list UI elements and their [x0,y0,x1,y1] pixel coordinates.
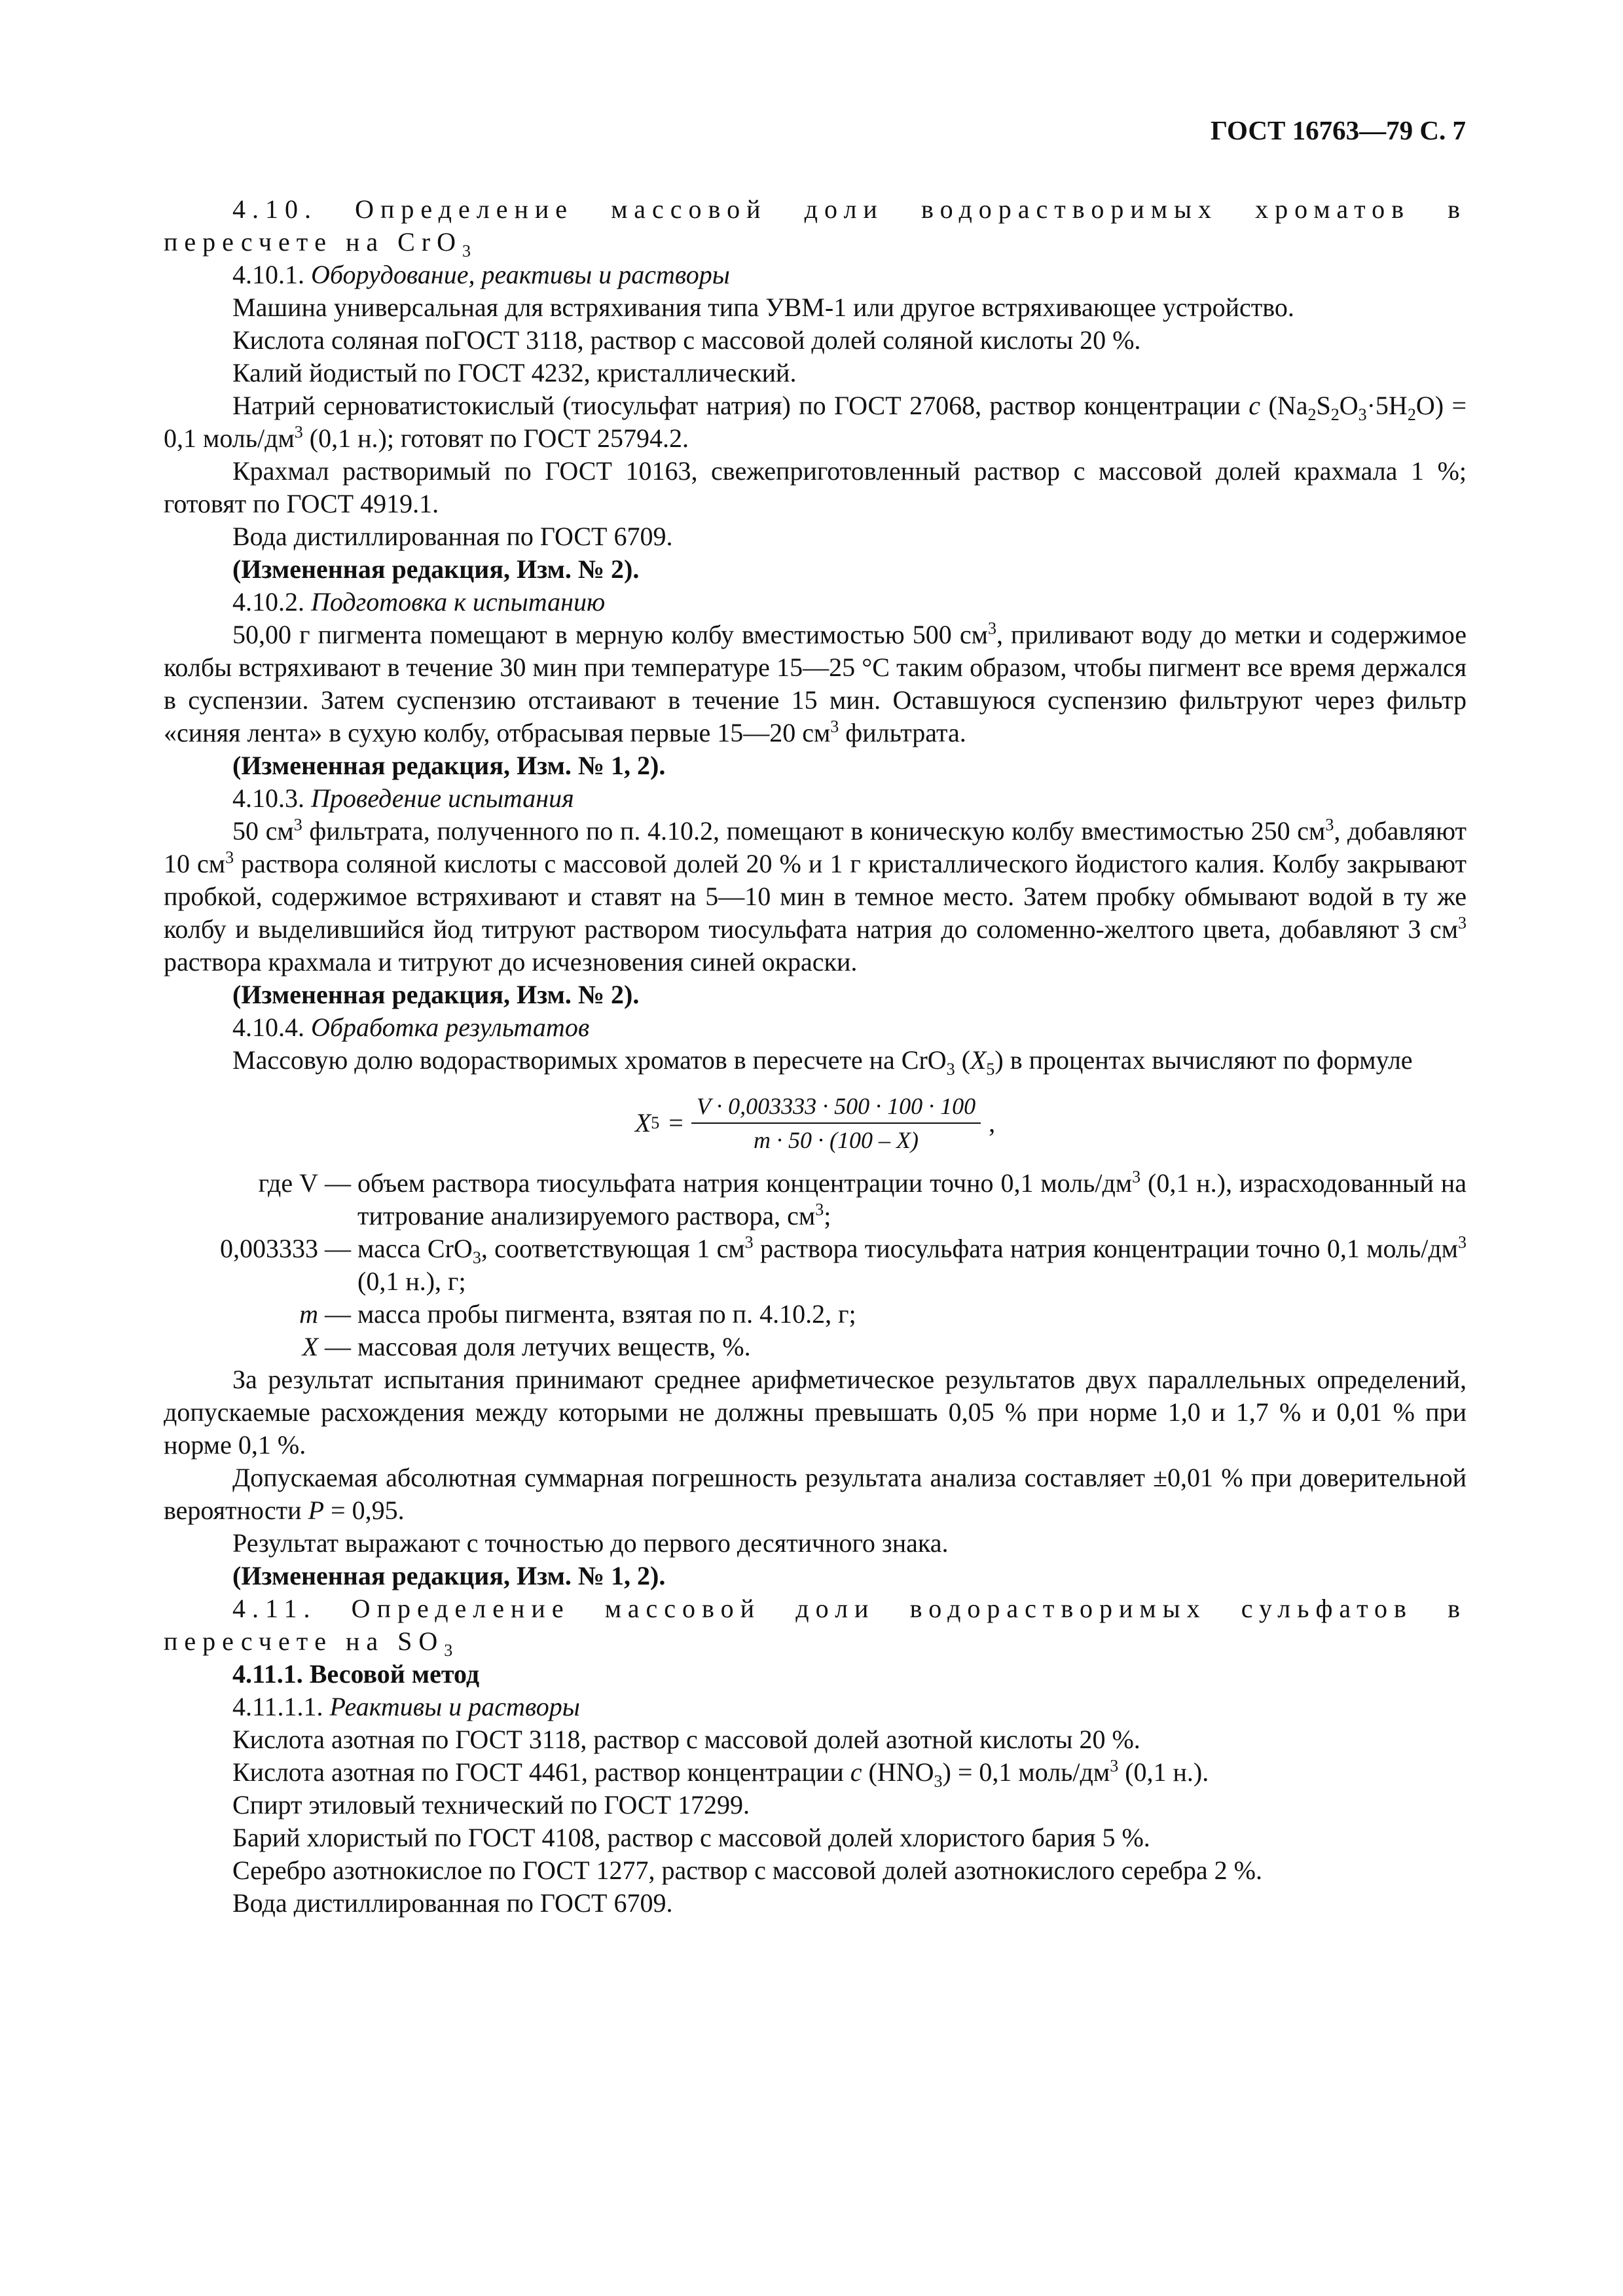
section-4-10-1-heading: 4.10.1. Оборудование, реактивы и растворы [232,260,730,289]
section-4-11-1-1-heading: 4.11.1.1. Реактивы и растворы [232,1692,580,1721]
page-header: ГОСТ 16763—79 С. 7 [1210,115,1466,145]
definition-row: X — массовая доля летучих веществ, %. [302,1332,751,1361]
amendment-note: (Измененная редакция, Изм. № 2). [232,980,640,1009]
section-4-10-4-heading: 4.10.4. Обработка результатов [232,1013,590,1042]
amendment-note: (Измененная редакция, Изм. № 2). [232,554,640,584]
section-4-10-title: 4.10. Определение массовой доли водорастворимых хроматов в пересчете на СrО$_3$ [164,194,1467,260]
amendment-note: (Измененная редакция, Изм. № 1, 2). [232,1561,666,1590]
definition-row: где V — объем раствора тиосульфата натрия концентрации точно 0,1 моль/$дм^3$ (0,1 н.), израсходованный на титрование анализируемого раствора, $см^3$; [258,1167,1467,1230]
formula-expression: X 5 = $\frac{V \cdot 0,003333 \cdot 500 \cdot 100 \cdot 100}{m \cdot 50 \cdot (100 - X)}$ , [635,1091,995,1155]
paragraph-water: Вода дистиллированная по ГОСТ 6709. [232,522,673,551]
paragraph-ethanol: Спирт этиловый технический по ГОСТ 17299. [232,1790,750,1820]
paragraph-ki: Калий йодистый по ГОСТ 4232, кристаллический. [232,358,797,387]
section-4-11-title: 4.11. Определение массовой доли водорастворимых сульфатов в пересчете на $SO_3$ [164,1594,1467,1660]
paragraph-error: Допускаемая абсолютная суммарная погрешность результата анализа составляет ±0,01 % при доверительной вероятности P = 0,95. [164,1463,1467,1525]
formula [164,1091,1467,1155]
section-4-10-3-heading: 4.10.3. Проведение испытания [232,783,574,813]
paragraph-test-procedure: 50 $см^3$ фильтрата, полученного по п. 4.10.2, помещают в коническую колбу вместимостью 250 $см^3$, добавляют 10 $см^3$ раствора соляной кислоты с массовой долей 20 % и 1 г кристаллического йодистого калия. Колбу закрывают пробкой, содержимое встряхивают и ставят на 5—10 мин в темное место. Затем пробку обмывают водой в ту же колбу и выделившийся йод титруют раствором тиосульфата натрия до соломенно-желтого цвета, добавляют 3 $см^3$ раствора крахмала и титруют до исчезновения синей окраски. [164,815,1467,977]
document-body [164,111,1467,1920]
paragraph-water-2: Вода дистиллированная по ГОСТ 6709. [232,1888,673,1918]
paragraph-hcl: Кислота соляная поГОСТ 3118, раствор с массовой долей соляной кислоты 20 %. [232,325,1141,355]
paragraph-calculation: Массовую долю водорастворимых хроматов в пересчете на СrО$_3$ $(X_5)$ в процентах вычисляют по формуле [232,1045,1413,1079]
paragraph-nitric-acid-1: Кислота азотная по ГОСТ 3118, раствор с массовой долей азотной кислоты 20 %. [232,1725,1140,1754]
formula-denominator: m · 50 · (100 – X) [754,1127,919,1153]
paragraph-starch: Крахмал растворимый по ГОСТ 10163, свежеприготовленный раствор с массовой долей крахмала 1 %; готовят по ГОСТ 4919.1. [164,456,1467,518]
section-4-10-2-heading: 4.10.2. Подготовка к испытанию [232,587,606,617]
paragraph-preparation: 50,00 г пигмента помещают в мерную колбу вместимостью 500 $см^3$, приливают воду до метки и содержимое колбы встряхивают в течение 30 мин при температуре 15—25 °С таким образом, чтобы пигмент все время держался в суспензии. Затем суспензию отстаивают в течение 15 мин. Оставшуюся суспензию фильтруют через фильтр «синяя лента» в сухую колбу, отбрасывая первые 15—20 $см^3$ фильтрата. [164,619,1467,747]
paragraph-barium-chloride: Барий хлористый по ГОСТ 4108, раствор с массовой долей хлористого бария 5 %. [232,1823,1150,1852]
section-4-11-1-heading: 4.11.1. Весовой метод [232,1659,480,1689]
paragraph-result: За результат испытания принимают среднее арифметическое результатов двух параллельных определений, допускаемые расхождения между которыми не должны превышать 0,05 % при норме 1,0 и 1,7 % и 0,01 % при норме 0,1 %. [164,1365,1467,1460]
paragraph-machine: Машина универсальная для встряхивания типа УВМ-1 или другое встряхивающее устройство. [232,293,1294,322]
formula-numerator: V · 0,003333 · 500 · 100 · 100 [691,1091,981,1124]
paragraph-nitric-acid-2: Кислота азотная по ГОСТ 4461, раствор концентрации с $(HNO_3) = 0,1$ моль/$дм^3$ (0,1 н.). [232,1756,1209,1791]
paragraph-rounding: Результат выражают с точностью до первого десятичного знака. [232,1528,949,1558]
paragraph-silver-nitrate: Серебро азотнокислое по ГОСТ 1277, раствор с массовой долей азотнокислого серебра 2 %. [232,1856,1262,1885]
formula-fraction [691,1091,981,1155]
formula-definitions [164,1167,1467,1363]
definition-row: 0,003333 — масса СrО$_3$, соответствующая 1 $см^3$ раствора тиосульфата натрия концентрации точно 0,1 моль/$дм^3$ (0,1 н.), г; [220,1232,1467,1296]
amendment-note: (Измененная редакция, Изм. № 1, 2). [232,751,666,780]
definition-row: m — масса пробы пигмента, взятая по п. 4.10.2, г; [299,1299,856,1329]
paragraph-thiosulfate: Натрий серноватистокислый (тиосульфат натрия) по ГОСТ 27068, раствор концентрации с $(Na_2S_2O_3\cdot 5H_2O) = 0,1$ моль/$дм^3$ (0,1 н.); готовят по ГОСТ 25794.2. [164,391,1467,453]
